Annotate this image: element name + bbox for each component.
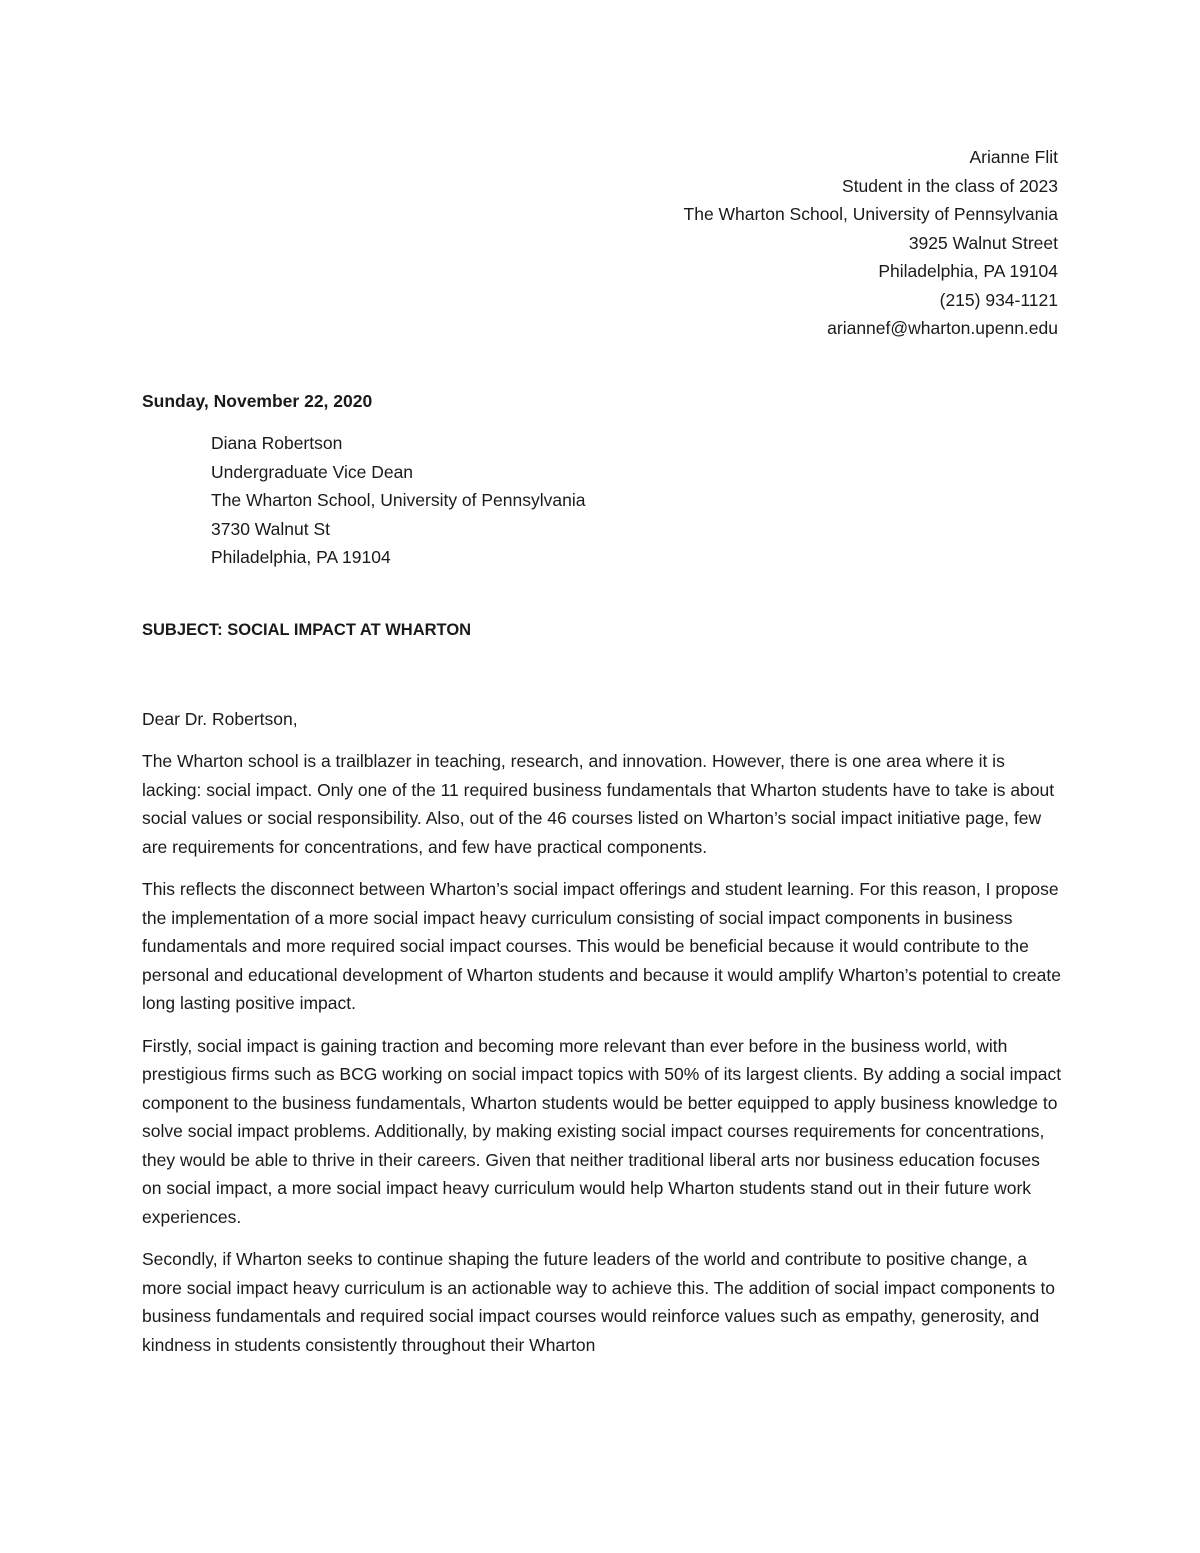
letter-date: Sunday, November 22, 2020 bbox=[142, 391, 373, 411]
sender-name: Arianne Flit bbox=[969, 147, 1058, 167]
letter-body bbox=[142, 747, 1062, 1373]
body-paragraph: This reflects the disconnect between Wharton’s social impact offerings and student learning. For this reason, I propose the implementation of a more social impact heavy curriculum consisting of social impact components in business fundamentals and more required social impact courses. This would be beneficial because it would contribute to the personal and educational development of Wharton students and because it would amplify Wharton’s potential to create long lasting positive impact. bbox=[142, 879, 1061, 1013]
subject-line: SUBJECT: SOCIAL IMPACT AT WHARTON bbox=[142, 621, 472, 639]
recipient-school: The Wharton School, University of Pennsylvania bbox=[211, 490, 586, 511]
recipient-city: Philadelphia, PA 19104 bbox=[211, 547, 391, 568]
sender-city: Philadelphia, PA 19104 bbox=[878, 261, 1058, 281]
sender-email: ariannef@wharton.upenn.edu bbox=[827, 318, 1058, 338]
recipient-name: Diana Robertson bbox=[211, 433, 343, 453]
sender-street: 3925 Walnut Street bbox=[908, 232, 1058, 253]
recipient-title: Undergraduate Vice Dean bbox=[211, 461, 414, 482]
recipient-street: 3730 Walnut St bbox=[211, 518, 331, 539]
body-paragraph: Secondly, if Wharton seeks to continue shaping the future leaders of the world and contribute to positive change, a more social impact heavy curriculum is an actionable way to achieve this. The addition of social impact components to business fundamentals and required social impact courses would reinforce values such as empathy, generosity, and kindness in students consistently throughout their Wharton bbox=[142, 1249, 1056, 1355]
sender-phone: (215) 934-1121 bbox=[939, 289, 1058, 310]
salutation: Dear Dr. Robertson, bbox=[142, 709, 298, 729]
recipient-address-block bbox=[211, 429, 585, 572]
sender-class: Student in the class of 2023 bbox=[842, 175, 1058, 196]
sender-school: The Wharton School, University of Pennsylvania bbox=[683, 204, 1058, 224]
sender-address-block bbox=[684, 143, 1058, 343]
body-paragraph: The Wharton school is a trailblazer in teaching, research, and innovation. However, there is one area where it is lacking: social impact. Only one of the 11 required business fundamentals that Wharton students have to take is about social values or social responsibility. Also, out of the 46 courses listed on Wharton’s social impact initiative page, few are requirements for concentrations, and few have practical components. bbox=[142, 751, 1055, 857]
body-paragraph: Firstly, social impact is gaining traction and becoming more relevant than ever before in the business world, with prestigious firms such as BCG working on social impact topics with 50% of its largest clients. By adding a social impact component to the business fundamentals, Wharton students would be better equipped to apply business knowledge to solve social impact problems. Additionally, by making existing social impact courses requirements for concentrations, they would be able to thrive in their careers. Given that neither traditional liberal arts nor business education focuses on social impact, a more social impact heavy curriculum would help Wharton students stand out in their future work experiences. bbox=[142, 1035, 1062, 1227]
